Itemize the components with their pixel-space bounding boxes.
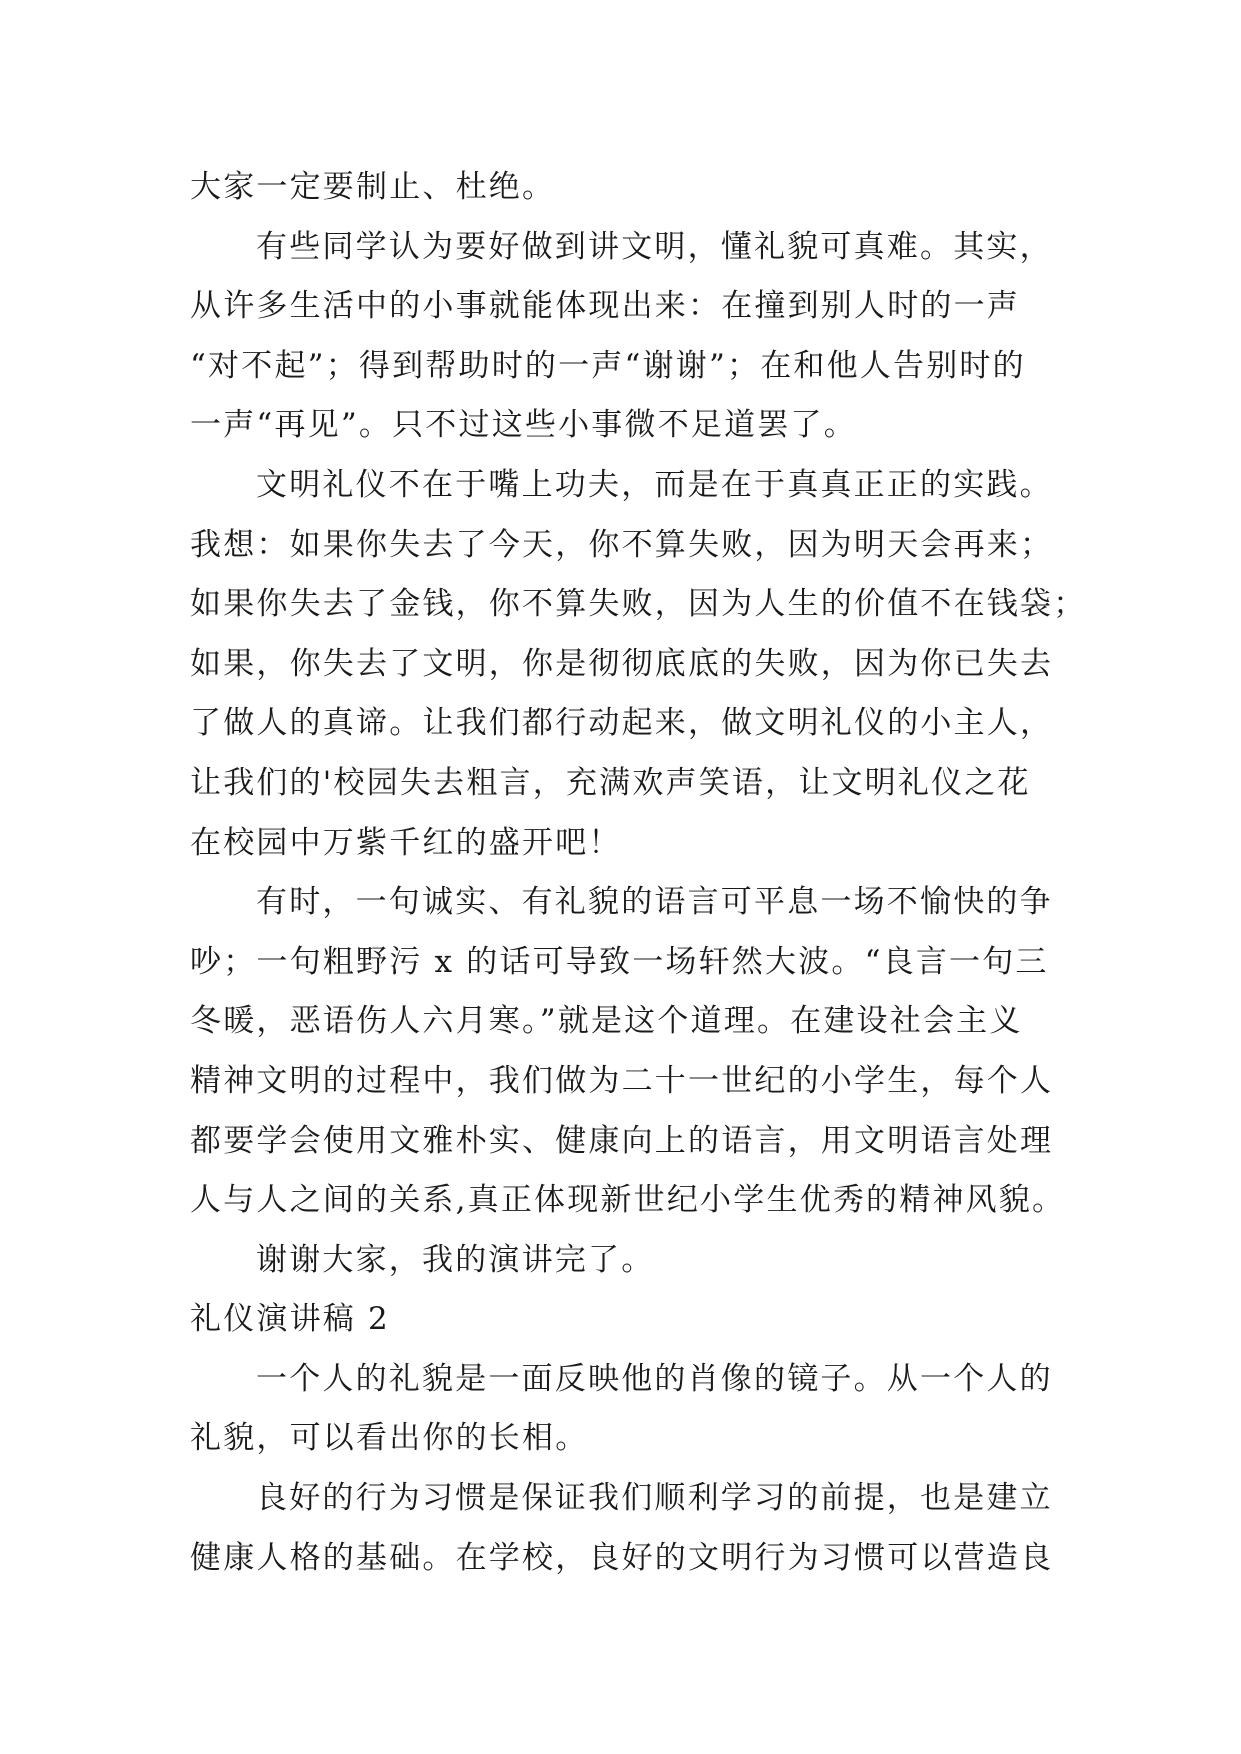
text-line: 了做人的真谛。让我们都行动起来，做文明礼仪的小主人， [190,705,1054,742]
text-line: 都要学会使用文雅朴实、健康向上的语言，用文明语言处理 [190,1122,1054,1159]
text-line: 礼貌，可以看出你的长相。 [190,1420,589,1457]
text-line: “对不起”；得到帮助时的一声“谢谢”；在和他人告别时的 [190,347,1026,384]
text-line: 人与人之间的关系,真正体现新世纪小学生优秀的精神风貌。 [190,1182,1066,1219]
text-line: 健康人格的基础。在学校，良好的文明行为习惯可以营造良 [190,1539,1054,1576]
text-line: 如果你失去了金钱，你不算失败，因为人生的价值不在钱袋； [190,586,1087,623]
text-line: 谢谢大家，我的演讲完了。 [256,1241,655,1278]
text-line: 我想：如果你失去了今天，你不算失败，因为明天会再来； [190,526,1054,563]
text-line: 在校园中万紫千红的盛开吧！ [190,824,622,861]
text-line: 文明礼仪不在于嘴上功夫，而是在于真真正正的实践。 [256,466,1053,503]
text-line: 精神文明的过程中，我们做为二十一世纪的小学生，每个人 [190,1062,1054,1099]
text-line: 有些同学认为要好做到讲文明，懂礼貌可真难。其实， [256,228,1053,265]
text-line: 一个人的礼貌是一面反映他的肖像的镜子。从一个人的 [256,1360,1053,1397]
text-line: 大家一定要制止、杜绝。 [190,169,556,205]
body-text [190,158,1087,1588]
text-line: 如果，你失去了文明，你是彻彻底底的失败，因为你已失去 [190,645,1054,682]
text-line: 冬暖，恶语伤人六月寒。”就是这个道理。在建设社会主义 [190,1003,1023,1040]
text-line: 让我们的'校园失去粗言，充满欢声笑语，让文明礼仪之花 [190,764,1031,801]
text-line: 吵；一句粗野污 x 的话可导致一场轩然大波。“良言一句三 [190,943,1049,980]
section-heading: 礼仪演讲稿 2 [190,1301,390,1338]
text-line: 有时，一句诚实、有礼貌的语言可平息一场不愉快的争 [256,884,1053,921]
text-line: 从许多生活中的小事就能体现出来：在撞到别人时的一声 [190,288,1020,325]
text-line: 一声“再见”。只不过这些小事微不足道罢了。 [190,407,857,444]
text-line: 良好的行为习惯是保证我们顺利学习的前提，也是建立 [256,1480,1053,1517]
